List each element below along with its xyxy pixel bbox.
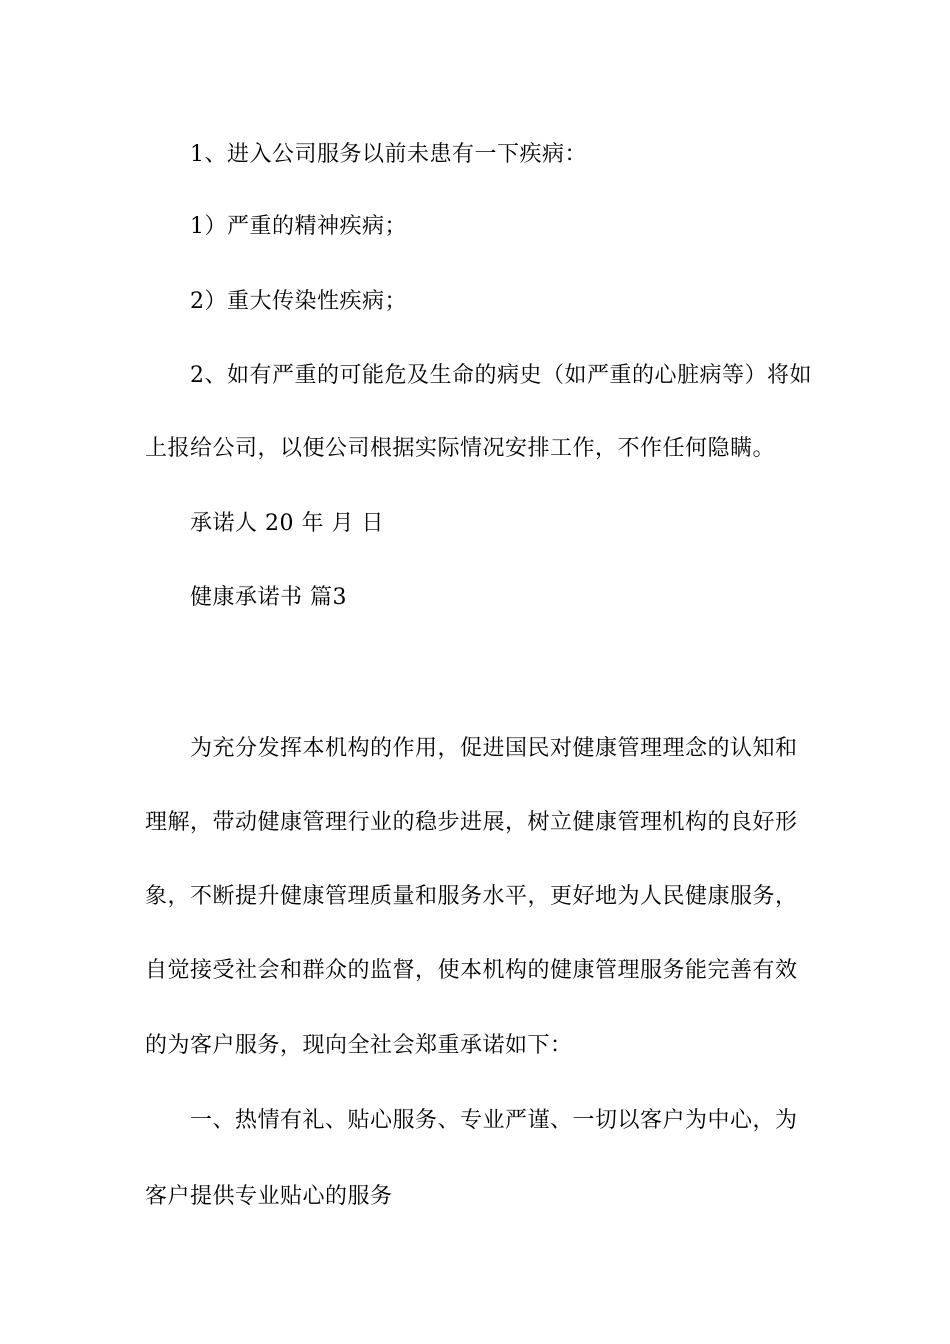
intro-line-3: 象，不断提升健康管理质量和服务水平，更好地为人民健康服务， (145, 884, 798, 909)
section-title: 健康承诺书 篇3 (190, 585, 347, 610)
point-1-line-2: 客户提供专业贴心的服务 (145, 1184, 393, 1209)
signature-line: 承诺人 20 年 月 日 (190, 511, 384, 536)
intro-line-2: 理解，带动健康管理行业的稳步进展，树立健康管理机构的良好形 (145, 810, 798, 835)
intro-line-4: 自觉接受社会和群众的监督，使本机构的健康管理服务能完善有效 (145, 958, 798, 983)
intro-line-1: 为充分发挥本机构的作用，促进国民对健康管理理念的认知和 (190, 736, 798, 761)
item-2-line-1: 2、如有严重的可能危及生命的病史（如严重的心脏病等）将如 (190, 363, 812, 388)
item-1-sub-1: 1）严重的精神疾病； (190, 214, 407, 239)
item-1-sub-2: 2）重大传染性疾病； (190, 289, 407, 314)
intro-line-5: 的为客户服务，现向全社会郑重承诺如下： (145, 1033, 573, 1058)
point-1-line-1: 一、热情有礼、贴心服务、专业严谨、一切以客户为中心，为 (190, 1108, 798, 1133)
item-2-line-2: 上报给公司，以便公司根据实际情况安排工作，不作任何隐瞒。 (145, 436, 776, 461)
item-1: 1、进入公司服务以前未患有一下疾病： (190, 142, 587, 167)
